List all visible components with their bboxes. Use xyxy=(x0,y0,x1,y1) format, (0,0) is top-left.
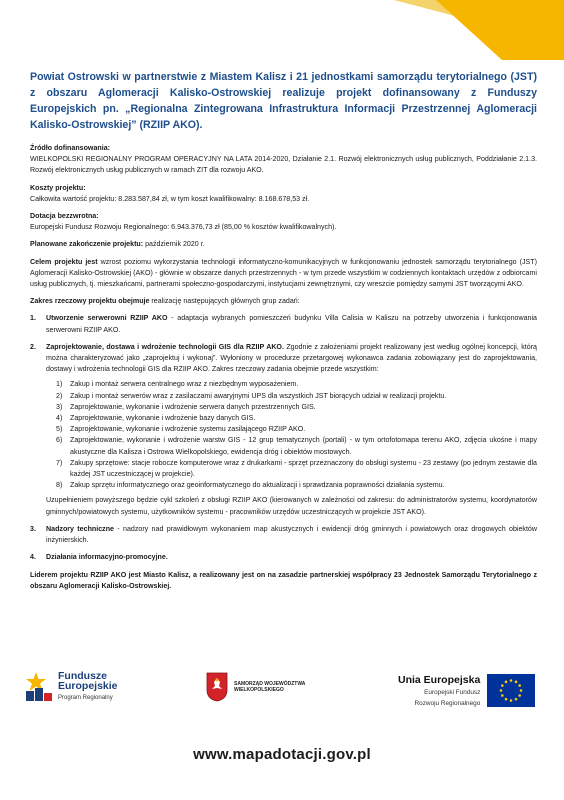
eu-star xyxy=(515,698,518,701)
subtask-item xyxy=(56,413,537,424)
task-title: Działania informacyjno-promocyjne. xyxy=(46,553,168,562)
subtask-text: Zakupy sprzętowe: stacje robocze komputerowe wraz z drukarkami - sprzęt przeznaczony do obsługi systemu - 23 zestawy (po jednym zestawie dla każdej JST uczestniczącej w projekcie). xyxy=(70,458,537,479)
eu-star xyxy=(510,699,513,702)
eu-star xyxy=(501,684,504,687)
corner-decoration xyxy=(374,0,564,60)
subtask-number: 5) xyxy=(56,425,63,434)
subtask-number: 3) xyxy=(56,402,63,411)
grant-label: Dotacja bezzwrotna: xyxy=(30,212,99,221)
subtask-text: Zaprojektowanie, wykonanie i wdrożenie bazy danych GIS. xyxy=(70,414,256,423)
subtask-number: 2) xyxy=(56,391,63,400)
task-item xyxy=(30,524,537,546)
funding-text: WIELKOPOLSKI REGIONALNY PROGRAM OPERACYJNY NA LATA 2014-2020, Działanie 2.1. Rozwój elektronicznych usług publicznych, Poddziałanie 2.1.3. Rozwój elektronicznych usług publicznych w ramach ZIT dla rozwoju AKO. xyxy=(30,155,537,175)
subtask-number: 4) xyxy=(56,414,63,423)
goal-label: Celem projektu jest xyxy=(30,257,98,266)
task-number: 2. xyxy=(30,342,36,351)
fe-star-icon xyxy=(24,671,54,703)
training-paragraph: Uzupełnieniem powyższego będzie cykl szkoleń z obsługi RZIIP AKO (kierowanych w zależności od zakresu: do administratorów systemu, koordynatorów gminnych/powiatowych systemu, użytkowników systemu - pracowników urzędów uczestniczących w projekcie JST AKO). xyxy=(46,496,537,516)
subtask-item xyxy=(56,480,537,491)
task-number: 1. xyxy=(30,314,36,323)
scope-label: Zakres rzeczowy projektu obejmuje xyxy=(30,297,150,306)
subtask-item xyxy=(56,379,537,390)
eu-star xyxy=(519,694,522,697)
fundusze-europejskie-logo xyxy=(24,671,118,703)
costs-label: Koszty projektu: xyxy=(30,183,86,192)
task-text: - nadzory nad prawidłowym wykonaniem map akustycznych i ewidencji dróg gminnych i powiatowych oraz drogowych obiektów inżynierskich. xyxy=(46,524,537,545)
funding-label: Źródło dofinansowania: xyxy=(30,144,110,152)
page-title: Powiat Ostrowski w partnerstwie z Miastem Kalisz i 21 jednostkami samorządu terytorialnego (JST) z obszaru Aglomeracji Kalisko-Ostrowskiej realizuje projekt dofinansowany z Funduszy Europejskich pn. „Regionalna Zintegrowana Infrastruktura Informacji Przestrzennej Aglomeracji Kalisko-Ostrowskiej” (RZIIP AKO). xyxy=(30,71,537,131)
sw-line1: SAMORZĄD WOJEWÓDZTWA xyxy=(234,680,306,687)
task-item xyxy=(30,313,537,335)
subtask-item xyxy=(56,402,537,413)
fe-line1: Fundusze xyxy=(58,670,107,682)
subtask-number: 7) xyxy=(56,458,63,467)
samorzad-logo xyxy=(206,672,314,702)
task-title: Nadzory techniczne xyxy=(46,524,114,533)
task-title: Utworzenie serwerowni RZIIP AKO xyxy=(46,314,168,323)
subtask-number: 1) xyxy=(56,380,63,389)
ue-line3: Rozwoju Regionalnego xyxy=(414,700,481,707)
task-number: 4. xyxy=(30,553,36,562)
end-date-value: październik 2020 r. xyxy=(143,240,205,249)
end-date xyxy=(30,239,537,250)
eu-star xyxy=(510,679,513,682)
end-date-label: Planowane zakończenie projektu: xyxy=(30,240,144,249)
task-list xyxy=(30,313,537,491)
eu-star xyxy=(515,681,518,684)
task-list-continued xyxy=(30,524,537,564)
fe-line3: Program Regionalny xyxy=(58,695,113,701)
task-item xyxy=(30,342,537,492)
ue-line1: Unia Europejska xyxy=(398,674,481,686)
eu-flag-icon xyxy=(487,674,535,707)
scope-paragraph xyxy=(30,296,537,307)
task-number: 3. xyxy=(30,524,36,533)
task-text: - adaptacja wybranych pomieszczeń budynku Villa Calisia w Kaliszu na potrzeby utworzenia i funkcjonowania serwerowni RZIIP AKO. xyxy=(46,314,538,334)
subtask-item xyxy=(56,391,537,402)
task-text: Zgodnie z założeniami projekt realizowany jest według ogólnej koncepcji, którą można charakteryzować jako „zaprojektuj i wykonaj”. Wyłoniony w procedurze przetargowej wykonawca zadania zobowiązany jest do zaprojektowania, dostawy i wdrożenia technologii GIS dla RZIIP AKO. Zakres rzeczowy zadania obejmie przede wszystkim: xyxy=(46,342,537,374)
eu-star xyxy=(520,689,523,692)
subtask-item xyxy=(56,435,537,457)
subtask-text: Zaprojektowanie, wykonanie i wdrożenie serwera danych przestrzennych GIS. xyxy=(70,402,316,411)
eu-star xyxy=(505,698,508,701)
goal-paragraph xyxy=(30,257,537,291)
costs-text: Całkowita wartość projektu: 8.283.587,84 zł, w tym koszt kwalifikowalny: 8.168.678,53 zł. xyxy=(30,194,310,203)
scope-text: realizację następujących głównych grup zadań: xyxy=(149,297,300,306)
subtask-number: 8) xyxy=(56,481,63,490)
subtask-text: Zaprojektowanie, wykonanie i wdrożenie systemu zasilającego RZIIP AKO. xyxy=(70,425,306,434)
subtask-text: Zaprojektowanie, wykonanie i wdrożenie warstw GIS - 12 grup tematycznych (portali) - w tym ortofotomapa terenu AKO, zdjęcia ukośne i mapy akustyczne dla Kalisza i Ostrowa Wielkopolskiego, ewidencja dróg i obiektów mostowych. xyxy=(70,436,537,456)
unia-europejska-logo xyxy=(398,674,535,708)
leader-paragraph: Liderem projektu RZIIP AKO jest Miasto Kalisz, a realizowany jest on na zasadzie partnerskiej współpracy 23 Jednostek Samorządu Terytorialnego z obszaru Aglomeracji Kalisko-Ostrowskiej. xyxy=(30,570,537,590)
eu-star xyxy=(505,681,508,684)
subtask-list xyxy=(46,379,537,491)
coat-of-arms-icon xyxy=(206,672,228,702)
logo-strip xyxy=(20,668,550,718)
ue-line2: Europejski Fundusz xyxy=(424,689,481,696)
grant-text: Europejski Fundusz Rozwoju Regionalnego: 6.943.376,73 zł (85,00 % kosztów kwalifikowalnych). xyxy=(30,223,337,232)
fe-line2: Europejskie xyxy=(58,680,118,692)
task-title: Zaprojektowanie, dostawa i wdrożenie technologii GIS dla RZIIP AKO. xyxy=(46,342,284,351)
website-url: www.mapadotacji.gov.pl xyxy=(193,746,371,763)
page-bottom xyxy=(0,774,564,800)
eu-star xyxy=(501,694,504,697)
eu-star xyxy=(500,689,503,692)
task-item xyxy=(30,552,537,563)
subtask-text: Zakup i montaż serwerów wraz z zasilaczami awaryjnymi UPS dla wszystkich JST biorących udział w realizacji projektu. xyxy=(70,391,447,400)
subtask-number: 6) xyxy=(56,436,63,445)
sw-line2: WIELKOPOLSKIEGO xyxy=(234,687,284,693)
goal-text: wzrost poziomu wykorzystania technologii informatyczno-komunikacyjnych w funkcjonowaniu jednostek samorządu terytorialnego (JST) Aglomeracji Kalisko-Ostrowskiej (AKO) - głównie w obszarze danych przestrzennych - w tym przede wszystkim w codziennych kontaktach urzędów z odbiorcami usług publicznych, tj. mieszkańcami, partnerami społeczno-gospodarczymi, instytucjami zewnętrznymi, czy wreszcie pomiędzy samymi JST tworzącymi AKO. xyxy=(30,257,537,289)
subtask-text: Zakup sprzętu informatycznego oraz geoinformatycznego do aktualizacji i sprawdzania poprawności działania systemu. xyxy=(70,481,445,490)
subtask-item xyxy=(56,458,537,480)
subtask-item xyxy=(56,424,537,435)
eu-star xyxy=(519,684,522,687)
subtask-text: Zakup i montaż serwera centralnego wraz z niezbędnym wyposażeniem. xyxy=(70,380,299,389)
document-body xyxy=(30,143,537,592)
